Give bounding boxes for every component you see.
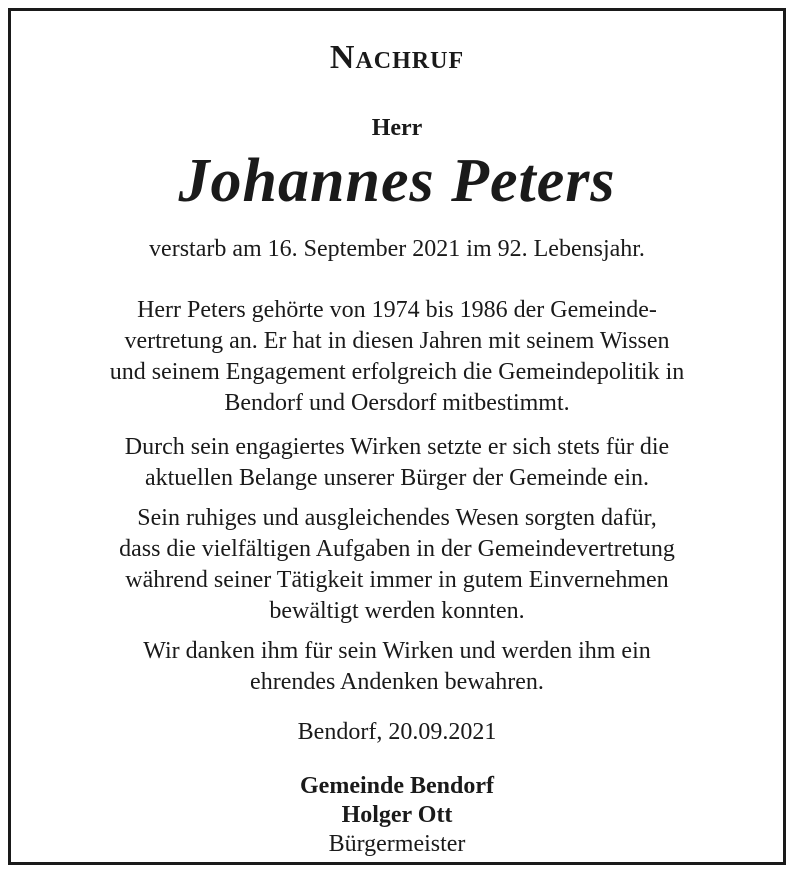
salutation: Herr: [371, 115, 423, 141]
paragraph-thanks: [11, 636, 783, 698]
organization-name: Gemeinde Bendorf: [300, 773, 494, 799]
paragraph-line: dass die vielfältigen Aufgaben in der Gemeindevertretung: [119, 536, 675, 562]
paragraph-line: Sein ruhiges und ausgleichendes Wesen sorgten dafür,: [137, 505, 657, 531]
deceased-name: Johannes Peters: [178, 147, 616, 215]
paragraph-line: Bendorf und Oersdorf mitbestimmt.: [224, 390, 570, 416]
paragraph-line: während seiner Tätigkeit immer in gutem Einvernehmen: [125, 567, 669, 593]
paragraph-line: und seinem Engagement erfolgreich die Gemeindepolitik in: [109, 359, 685, 385]
paragraph-line: vertretung an. Er hat in diesen Jahren mit seinem Wissen: [124, 328, 670, 354]
paragraph-engagement: [11, 432, 783, 494]
paragraph-line: Durch sein engagiertes Wirken setzte er sich stets für die: [124, 434, 670, 460]
paragraph-line: Wir danken ihm für sein Wirken und werden ihm ein: [143, 638, 651, 664]
paragraph-character: [11, 503, 783, 627]
paragraph-line: bewältigt werden konnten.: [269, 598, 525, 624]
death-statement: verstarb am 16. September 2021 im 92. Lebensjahr.: [149, 236, 645, 262]
paragraph-line: ehrendes Andenken bewahren.: [250, 669, 544, 695]
signer-role: Bürgermeister: [328, 831, 466, 857]
paragraph-line: aktuellen Belange unserer Bürger der Gemeinde ein.: [144, 465, 650, 491]
paragraph-line: Herr Peters gehörte von 1974 bis 1986 der Gemeinde-: [137, 297, 657, 323]
obituary-notice: [8, 8, 786, 865]
paragraph-career: [11, 295, 783, 419]
notice-heading: Nachruf: [329, 39, 465, 76]
signer-name: Holger Ott: [341, 802, 453, 828]
place-date: Bendorf, 20.09.2021: [297, 719, 497, 745]
